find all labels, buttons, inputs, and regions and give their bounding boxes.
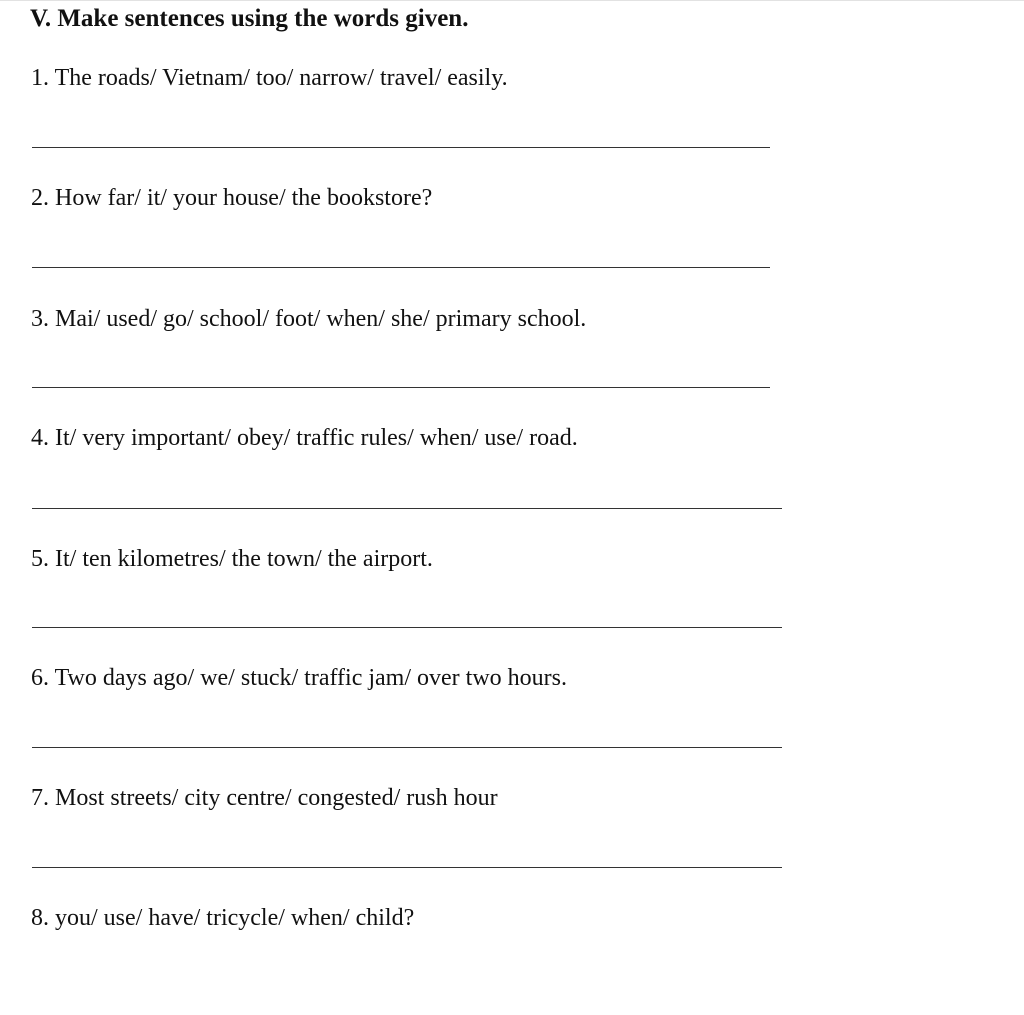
answer-line-4[interactable] bbox=[32, 508, 782, 509]
answer-line-5[interactable] bbox=[32, 627, 782, 628]
answer-line-6[interactable] bbox=[32, 747, 782, 748]
exercise-item-3: 3. Mai/ used/ go/ school/ foot/ when/ she/ primary school. bbox=[31, 306, 587, 332]
top-divider bbox=[0, 0, 1024, 1]
answer-line-3[interactable] bbox=[32, 387, 770, 388]
answer-line-1[interactable] bbox=[32, 147, 770, 148]
exercise-item-4: 4. It/ very important/ obey/ traffic rules/ when/ use/ road. bbox=[31, 425, 578, 451]
exercise-item-2: 2. How far/ it/ your house/ the bookstore? bbox=[31, 185, 433, 211]
exercise-item-1: 1. The roads/ Vietnam/ too/ narrow/ travel/ easily. bbox=[31, 65, 508, 91]
exercise-item-5: 5. It/ ten kilometres/ the town/ the airport. bbox=[31, 546, 433, 572]
exercise-item-8: 8. you/ use/ have/ tricycle/ when/ child? bbox=[31, 905, 415, 931]
answer-line-2[interactable] bbox=[32, 267, 770, 268]
exercise-item-7: 7. Most streets/ city centre/ congested/ rush hour bbox=[31, 785, 498, 811]
exercise-item-6: 6. Two days ago/ we/ stuck/ traffic jam/ over two hours. bbox=[31, 665, 567, 691]
answer-line-7[interactable] bbox=[32, 867, 782, 868]
exercise-heading: V. Make sentences using the words given. bbox=[30, 5, 469, 32]
